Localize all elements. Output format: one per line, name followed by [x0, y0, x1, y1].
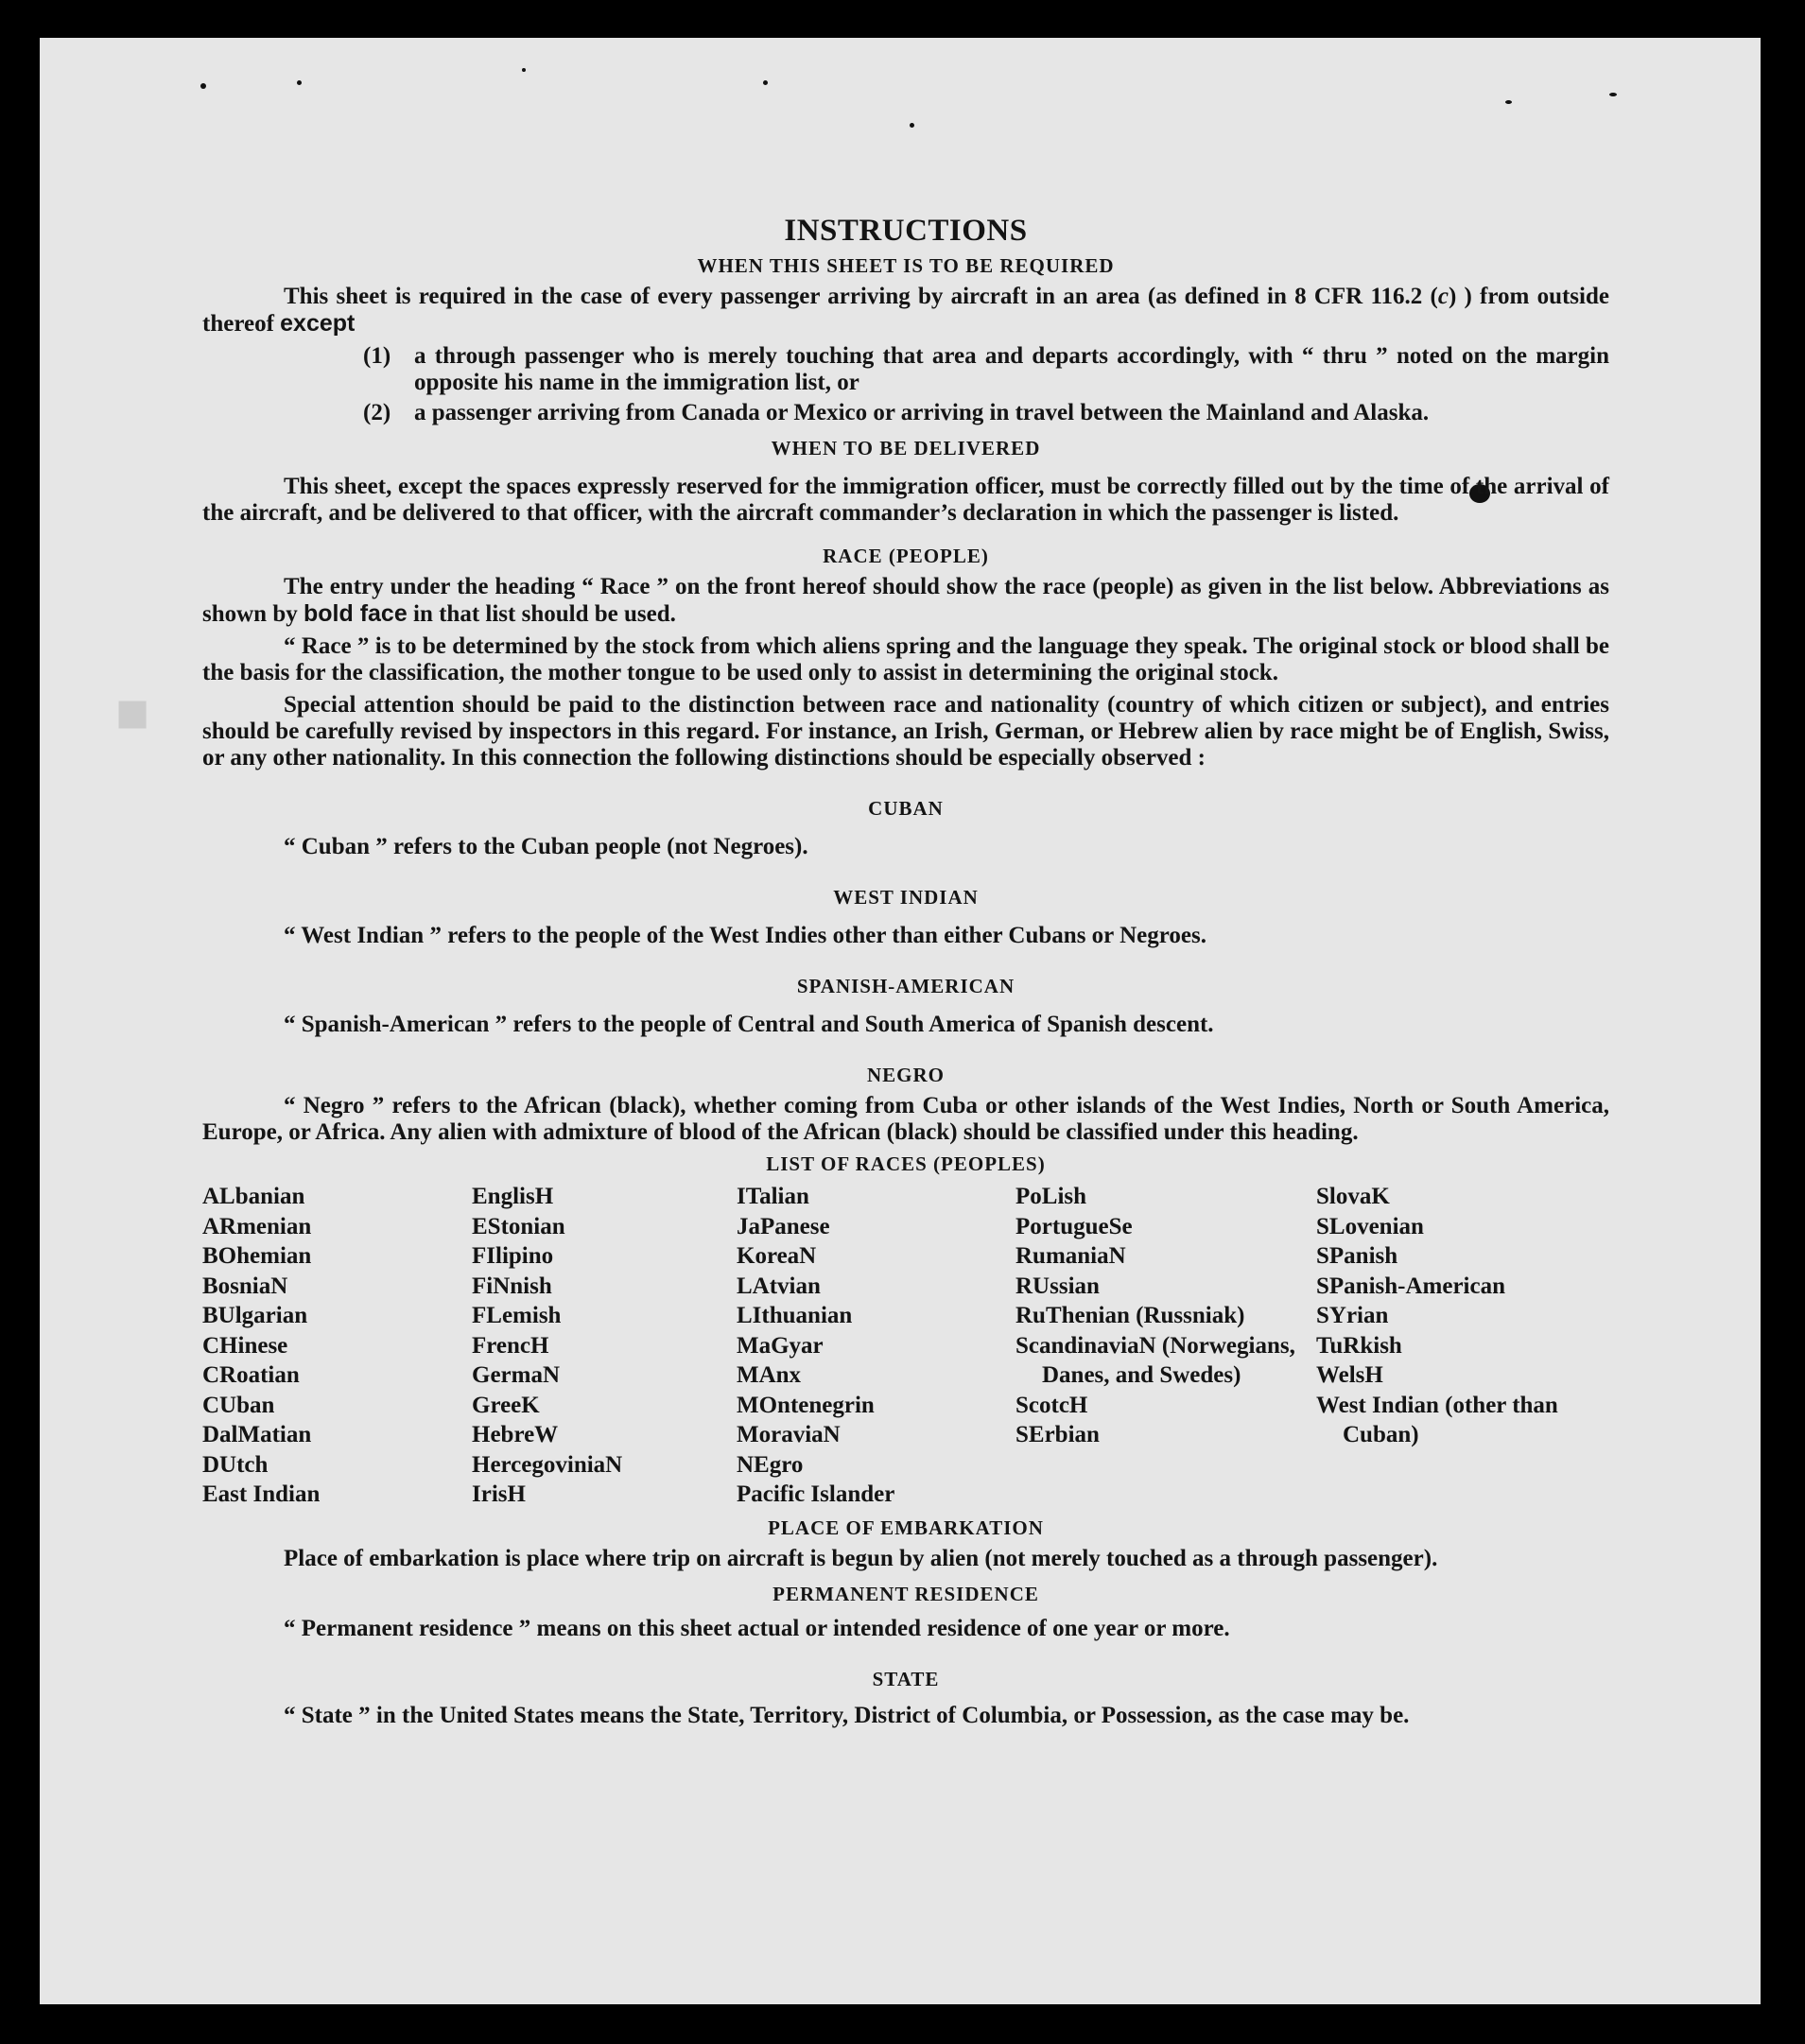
condition-text: a passenger arriving from Canada or Mexico or arriving in travel between the Mainland and Alaska.	[414, 400, 1430, 425]
instructions-body	[202, 168, 1609, 1735]
scan-speck	[763, 80, 768, 85]
race-entry: ScandinaviaN (Norwegians, Danes, and Swedes)	[1015, 1332, 1295, 1388]
race-entry: SPanish-American	[1316, 1273, 1505, 1299]
condition-item	[202, 400, 1609, 426]
residence-paragraph: “ Permanent residence ” means on this sheet actual or intended residence of one year or more.	[284, 1615, 1230, 1641]
heading-when-delivered: WHEN TO BE DELIVERED	[771, 437, 1041, 459]
race-entry: MOntenegrin	[737, 1392, 875, 1418]
race-entry: EnglisH	[472, 1184, 554, 1209]
race-entry: West Indian (other than Cuban)	[1316, 1392, 1558, 1447]
heading-spanish-american: SPANISH-AMERICAN	[796, 975, 1015, 997]
race-entry: PortugueSe	[1015, 1213, 1133, 1239]
heading-residence: PERMANENT RESIDENCE	[772, 1582, 1039, 1605]
bleed-through-mark: ■	[115, 682, 152, 744]
race-entry: BosniaN	[202, 1273, 288, 1299]
scan-speck	[910, 123, 914, 128]
race-entry: FIlipino	[472, 1243, 554, 1269]
condition-item	[202, 343, 1609, 396]
heading-list-of-races: LIST OF RACES (PEOPLES)	[766, 1152, 1046, 1175]
race-entry: Pacific Islander	[737, 1481, 895, 1507]
race-column	[1316, 1182, 1600, 1510]
condition-text: a through passenger who is merely touching that area and departs accordingly, with “ thru ” noted on the margin opposite his name in the immigration list, or	[414, 343, 1609, 395]
race-entry: ITalian	[737, 1184, 809, 1209]
race-entry: East Indian	[202, 1481, 321, 1507]
document-page	[40, 38, 1761, 2004]
intro-lead: This sheet is required in the case of every passenger arriving by aircraft in an area (as defined in 8 CFR 116.2 (	[284, 284, 1438, 309]
race-entry: TuRkish	[1316, 1332, 1402, 1359]
race-entry: NEgro	[737, 1451, 804, 1478]
intro-except: except	[280, 310, 356, 337]
race-entry: LIthuanian	[737, 1303, 853, 1328]
spanish-american-paragraph: “ Spanish-American ” refers to the people of Central and South America of Spanish descent.	[284, 1012, 1214, 1037]
race-entry: HebreW	[472, 1422, 559, 1447]
negro-paragraph: “ Negro ” refers to the African (black), whether coming from Cuba or other islands of the West Indies, North or South America, Europe, or Africa. Any alien with admixture of blood of the African (black) should be classified under this heading.	[202, 1093, 1609, 1145]
race-entry: SErbian	[1015, 1422, 1100, 1447]
heading-cuban: CUBAN	[868, 797, 944, 820]
west-indian-paragraph: “ West Indian ” refers to the people of the West Indies other than either Cubans or Negroes.	[284, 923, 1206, 948]
scan-speck	[297, 80, 302, 85]
race-entry: IrisH	[472, 1481, 526, 1507]
race-entry: ALbanian	[202, 1184, 305, 1209]
heading-negro: NEGRO	[866, 1064, 945, 1086]
race-entry: FiNnish	[472, 1273, 552, 1299]
heading-state: STATE	[872, 1667, 940, 1690]
race-entry: WelsH	[1316, 1362, 1383, 1388]
race-entry: RUssian	[1015, 1273, 1100, 1299]
race-entry: RuThenian (Russniak)	[1015, 1303, 1245, 1328]
race-entry: BOhemian	[202, 1243, 312, 1269]
race-list	[202, 1182, 1609, 1510]
race-column	[202, 1182, 472, 1510]
race-entry: DalMatian	[202, 1422, 312, 1447]
heading-west-indian: WEST INDIAN	[833, 886, 979, 909]
race-entry: MaGyar	[737, 1332, 824, 1359]
race-entry: GreeK	[472, 1392, 540, 1418]
race-entry: MAnx	[737, 1362, 802, 1388]
scan-speck	[200, 83, 206, 89]
race-entry: BUlgarian	[202, 1303, 308, 1328]
race-entry: LAtvian	[737, 1273, 821, 1299]
race-entry: JaPanese	[737, 1213, 830, 1239]
race-entry: SYrian	[1316, 1303, 1389, 1328]
scan-speck	[1609, 93, 1617, 96]
scan-speck	[522, 68, 526, 72]
race-entry: CUban	[202, 1392, 275, 1418]
race-entry: KoreaN	[737, 1243, 817, 1269]
heading-when-required: WHEN THIS SHEET IS TO BE REQUIRED	[697, 254, 1115, 277]
race-entry: ScotcH	[1015, 1392, 1088, 1418]
race-paragraph-2: “ Race ” is to be determined by the stock from which aliens spring and the language they speak. The original stock or blood shall be the basis for the classification, the mother tongue to be used only to assist in determining the original stock.	[202, 633, 1609, 685]
race-entry: CRoatian	[202, 1362, 300, 1388]
condition-number: (1)	[363, 343, 391, 369]
cuban-paragraph: “ Cuban ” refers to the Cuban people (not Negroes).	[284, 834, 808, 859]
race-entry: EStonian	[472, 1213, 565, 1239]
race-column	[737, 1182, 1015, 1510]
page-title: INSTRUCTIONS	[784, 214, 1028, 248]
race-entry: SlovaK	[1316, 1184, 1390, 1209]
when-delivered-paragraph: This sheet, except the spaces expressly reserved for the immigration officer, must be correctly filled out by the time of the arrival of the aircraft, and be delivered to that officer, with the aircraft commander’s declaration in which the passenger is listed.	[202, 474, 1609, 526]
race-entry: RumaniaN	[1015, 1243, 1126, 1269]
race-entry: DUtch	[202, 1451, 269, 1478]
race-entry: CHinese	[202, 1332, 288, 1359]
heading-embarkation: PLACE OF EMBARKATION	[768, 1516, 1044, 1539]
race-entry: FrencH	[472, 1332, 549, 1359]
race-entry: HercegoviniaN	[472, 1451, 623, 1478]
race-entry: SLovenian	[1316, 1213, 1424, 1239]
race-entry: PoLish	[1015, 1184, 1087, 1209]
condition-number: (2)	[363, 400, 391, 425]
race-column	[472, 1182, 737, 1510]
race-entry: MoraviaN	[737, 1422, 841, 1447]
race-p1-bold: bold face	[304, 600, 408, 627]
race-entry: SPanish	[1316, 1243, 1398, 1269]
race-column	[1015, 1182, 1316, 1510]
race-entry: ARmenian	[202, 1213, 312, 1239]
state-paragraph: “ State ” in the United States means the State, Territory, District of Columbia, or Possession, as the case may be.	[284, 1702, 1410, 1728]
intro-mid: ) ) from outside thereof	[202, 284, 1609, 337]
race-entry: FLemish	[472, 1303, 562, 1328]
scan-speck	[1505, 100, 1512, 104]
race-p1-lead: The entry under the heading “ Race ” on the front hereof should show the race (people) as given in the list below. Abbreviations as shown by	[202, 574, 1609, 627]
race-entry: GermaN	[472, 1362, 561, 1388]
heading-race: RACE (PEOPLE)	[823, 545, 989, 567]
race-paragraph-1	[202, 574, 1609, 628]
race-paragraph-3: Special attention should be paid to the distinction between race and nationality (country of which citizen or subject), and entries should be carefully revised by inspectors in this regard. For instance, an Irish, German, or Hebrew alien by race might be of English, Swiss, or any other nationality. In this connection the following distinctions should be especially observed :	[202, 692, 1609, 771]
race-p1-tail: in that list should be used.	[407, 601, 676, 627]
when-required-paragraph	[202, 284, 1609, 338]
embarkation-paragraph: Place of embarkation is place where trip on aircraft is begun by alien (not merely touched as a through passenger).	[284, 1545, 1438, 1571]
intro-italic: c	[1437, 284, 1449, 309]
